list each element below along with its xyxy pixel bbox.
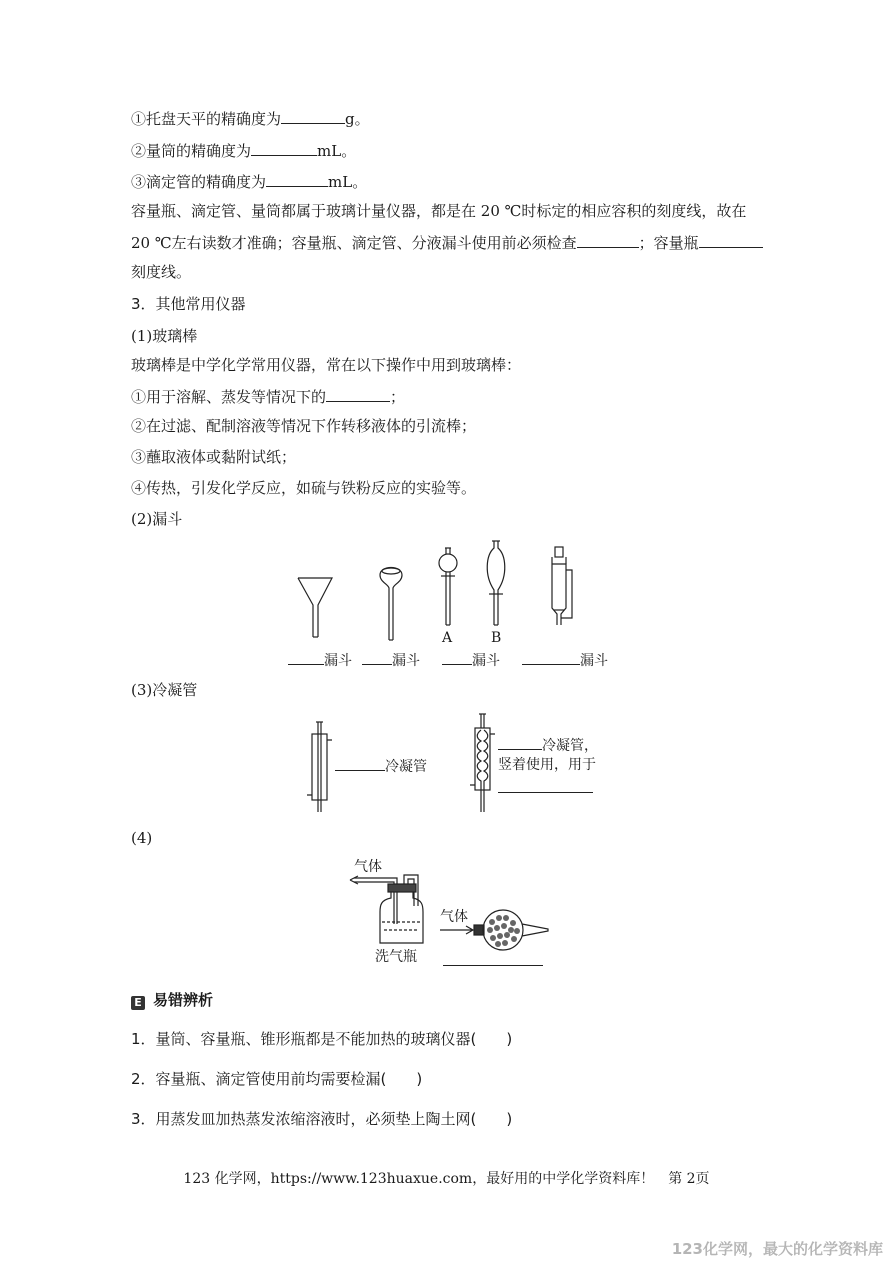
note-line-2 — [131, 232, 763, 253]
answer-blank — [522, 649, 580, 665]
pear-separatory-funnel-icon — [487, 541, 505, 625]
cylinder-precision-line — [131, 140, 356, 161]
funnel-label-a: A — [442, 630, 453, 646]
funnel-suffix: 漏斗 — [580, 653, 608, 669]
funnel-heading: (2)漏斗 — [131, 510, 183, 528]
drying-tube-granules — [487, 915, 520, 947]
funnel-suffix: 漏斗 — [392, 653, 420, 669]
spherical-separatory-funnel-icon — [439, 548, 457, 625]
answer-blank — [498, 792, 593, 793]
straight-condenser-caption — [335, 755, 427, 776]
bulb-condenser-caption — [498, 734, 598, 755]
rod-item-1 — [131, 386, 405, 407]
constant-pressure-funnel-icon — [552, 547, 572, 625]
answer-blank — [699, 232, 763, 248]
answer-blank — [335, 755, 385, 771]
balance-unit: g。 — [345, 110, 370, 128]
rod-item-3: ③蘸取液体或黏附试纸； — [131, 448, 297, 466]
long-neck-funnel-icon — [380, 568, 402, 641]
ordinary-funnel-icon — [298, 578, 332, 637]
condenser-suffix: 冷凝管， — [542, 738, 598, 754]
rod-item-text: ； — [390, 388, 406, 406]
section-3-title: 3．其他常用仪器 — [131, 295, 246, 313]
balance-precision-line — [131, 108, 370, 129]
bottle-caption: 洗气瓶 — [375, 949, 417, 965]
bulb-condenser-icon — [470, 714, 495, 812]
answer-blank — [442, 649, 472, 665]
answer-blank — [266, 171, 328, 187]
answer-blank — [326, 386, 390, 402]
rod-item-2: ②在过滤、配制溶液等情况下作转移液体的引流棒； — [131, 417, 477, 435]
mistakes-title-text: 易错辨析 — [153, 991, 214, 1009]
burette-precision-line — [131, 171, 367, 192]
answer-blank — [443, 965, 543, 966]
funnel-caption-1 — [288, 649, 352, 670]
funnel-caption-4 — [522, 649, 608, 670]
mistakes-title — [131, 990, 213, 1010]
funnel-caption-3 — [442, 649, 500, 670]
answer-blank — [281, 108, 345, 124]
rod-item-4: ④传热，引发化学反应，如硫与铁粉反应的实验等。 — [131, 479, 477, 497]
funnel-suffix: 漏斗 — [472, 653, 500, 669]
bulb-condenser-usage: 竖着使用，用于 — [498, 757, 596, 773]
gas-heading: (4) — [131, 829, 153, 847]
note-text: ；容量瓶 — [638, 234, 699, 252]
rod-item-text: ①用于溶解、蒸发等情况下的 — [131, 388, 327, 406]
condenser-heading: (3)冷凝管 — [131, 681, 198, 699]
note-line-3: 刻度线。 — [131, 263, 192, 281]
mistake-item-2: 2．容量瓶、滴定管使用前均需要检漏( ) — [131, 1070, 423, 1088]
funnel-suffix: 漏斗 — [324, 653, 352, 669]
cylinder-unit: mL。 — [317, 142, 357, 160]
answer-blank — [362, 649, 392, 665]
watermark: 123化学网，最大的化学资料库 — [671, 1240, 883, 1258]
answer-blank — [288, 649, 324, 665]
gas-label-bottle: 气体 — [354, 859, 382, 875]
rod-intro: 玻璃棒是中学化学常用仪器，常在以下操作中用到玻璃棒： — [131, 356, 522, 374]
note-line-1: 容量瓶、滴定管、量筒都属于玻璃计量仪器，都是在 20 ℃时标定的相应容积的刻度线，故在 — [131, 202, 747, 220]
note-text: 20 ℃左右读数才准确；容量瓶、滴定管、分液漏斗使用前必须检查 — [131, 234, 577, 252]
burette-unit: mL。 — [328, 173, 368, 191]
mistake-item-3: 3．用蒸发皿加热蒸发浓缩溶液时，必须垫上陶土网( ) — [131, 1110, 513, 1128]
rod-heading: (1)玻璃棒 — [131, 327, 198, 345]
page-footer: 123 化学网，https://www.123huaxue.com，最好用的中学化学资料库！ 第 2页 — [183, 1171, 710, 1187]
balance-text: ①托盘天平的精确度为 — [131, 110, 282, 128]
straight-condenser-icon — [307, 722, 332, 812]
gas-label-tube: 气体 — [440, 909, 468, 925]
funnel-label-b: B — [491, 630, 502, 646]
answer-blank — [498, 734, 542, 750]
section-badge-icon: E — [131, 996, 145, 1010]
cylinder-text: ②量筒的精确度为 — [131, 142, 252, 160]
condenser-suffix: 冷凝管 — [385, 759, 427, 775]
gas-washing-bottle-icon — [350, 875, 423, 943]
funnel-caption-2 — [362, 649, 420, 670]
mistake-item-1: 1．量筒、容量瓶、锥形瓶都是不能加热的玻璃仪器( ) — [131, 1030, 513, 1048]
answer-blank — [577, 232, 639, 248]
answer-blank — [251, 140, 317, 156]
burette-text: ③滴定管的精确度为 — [131, 173, 267, 191]
